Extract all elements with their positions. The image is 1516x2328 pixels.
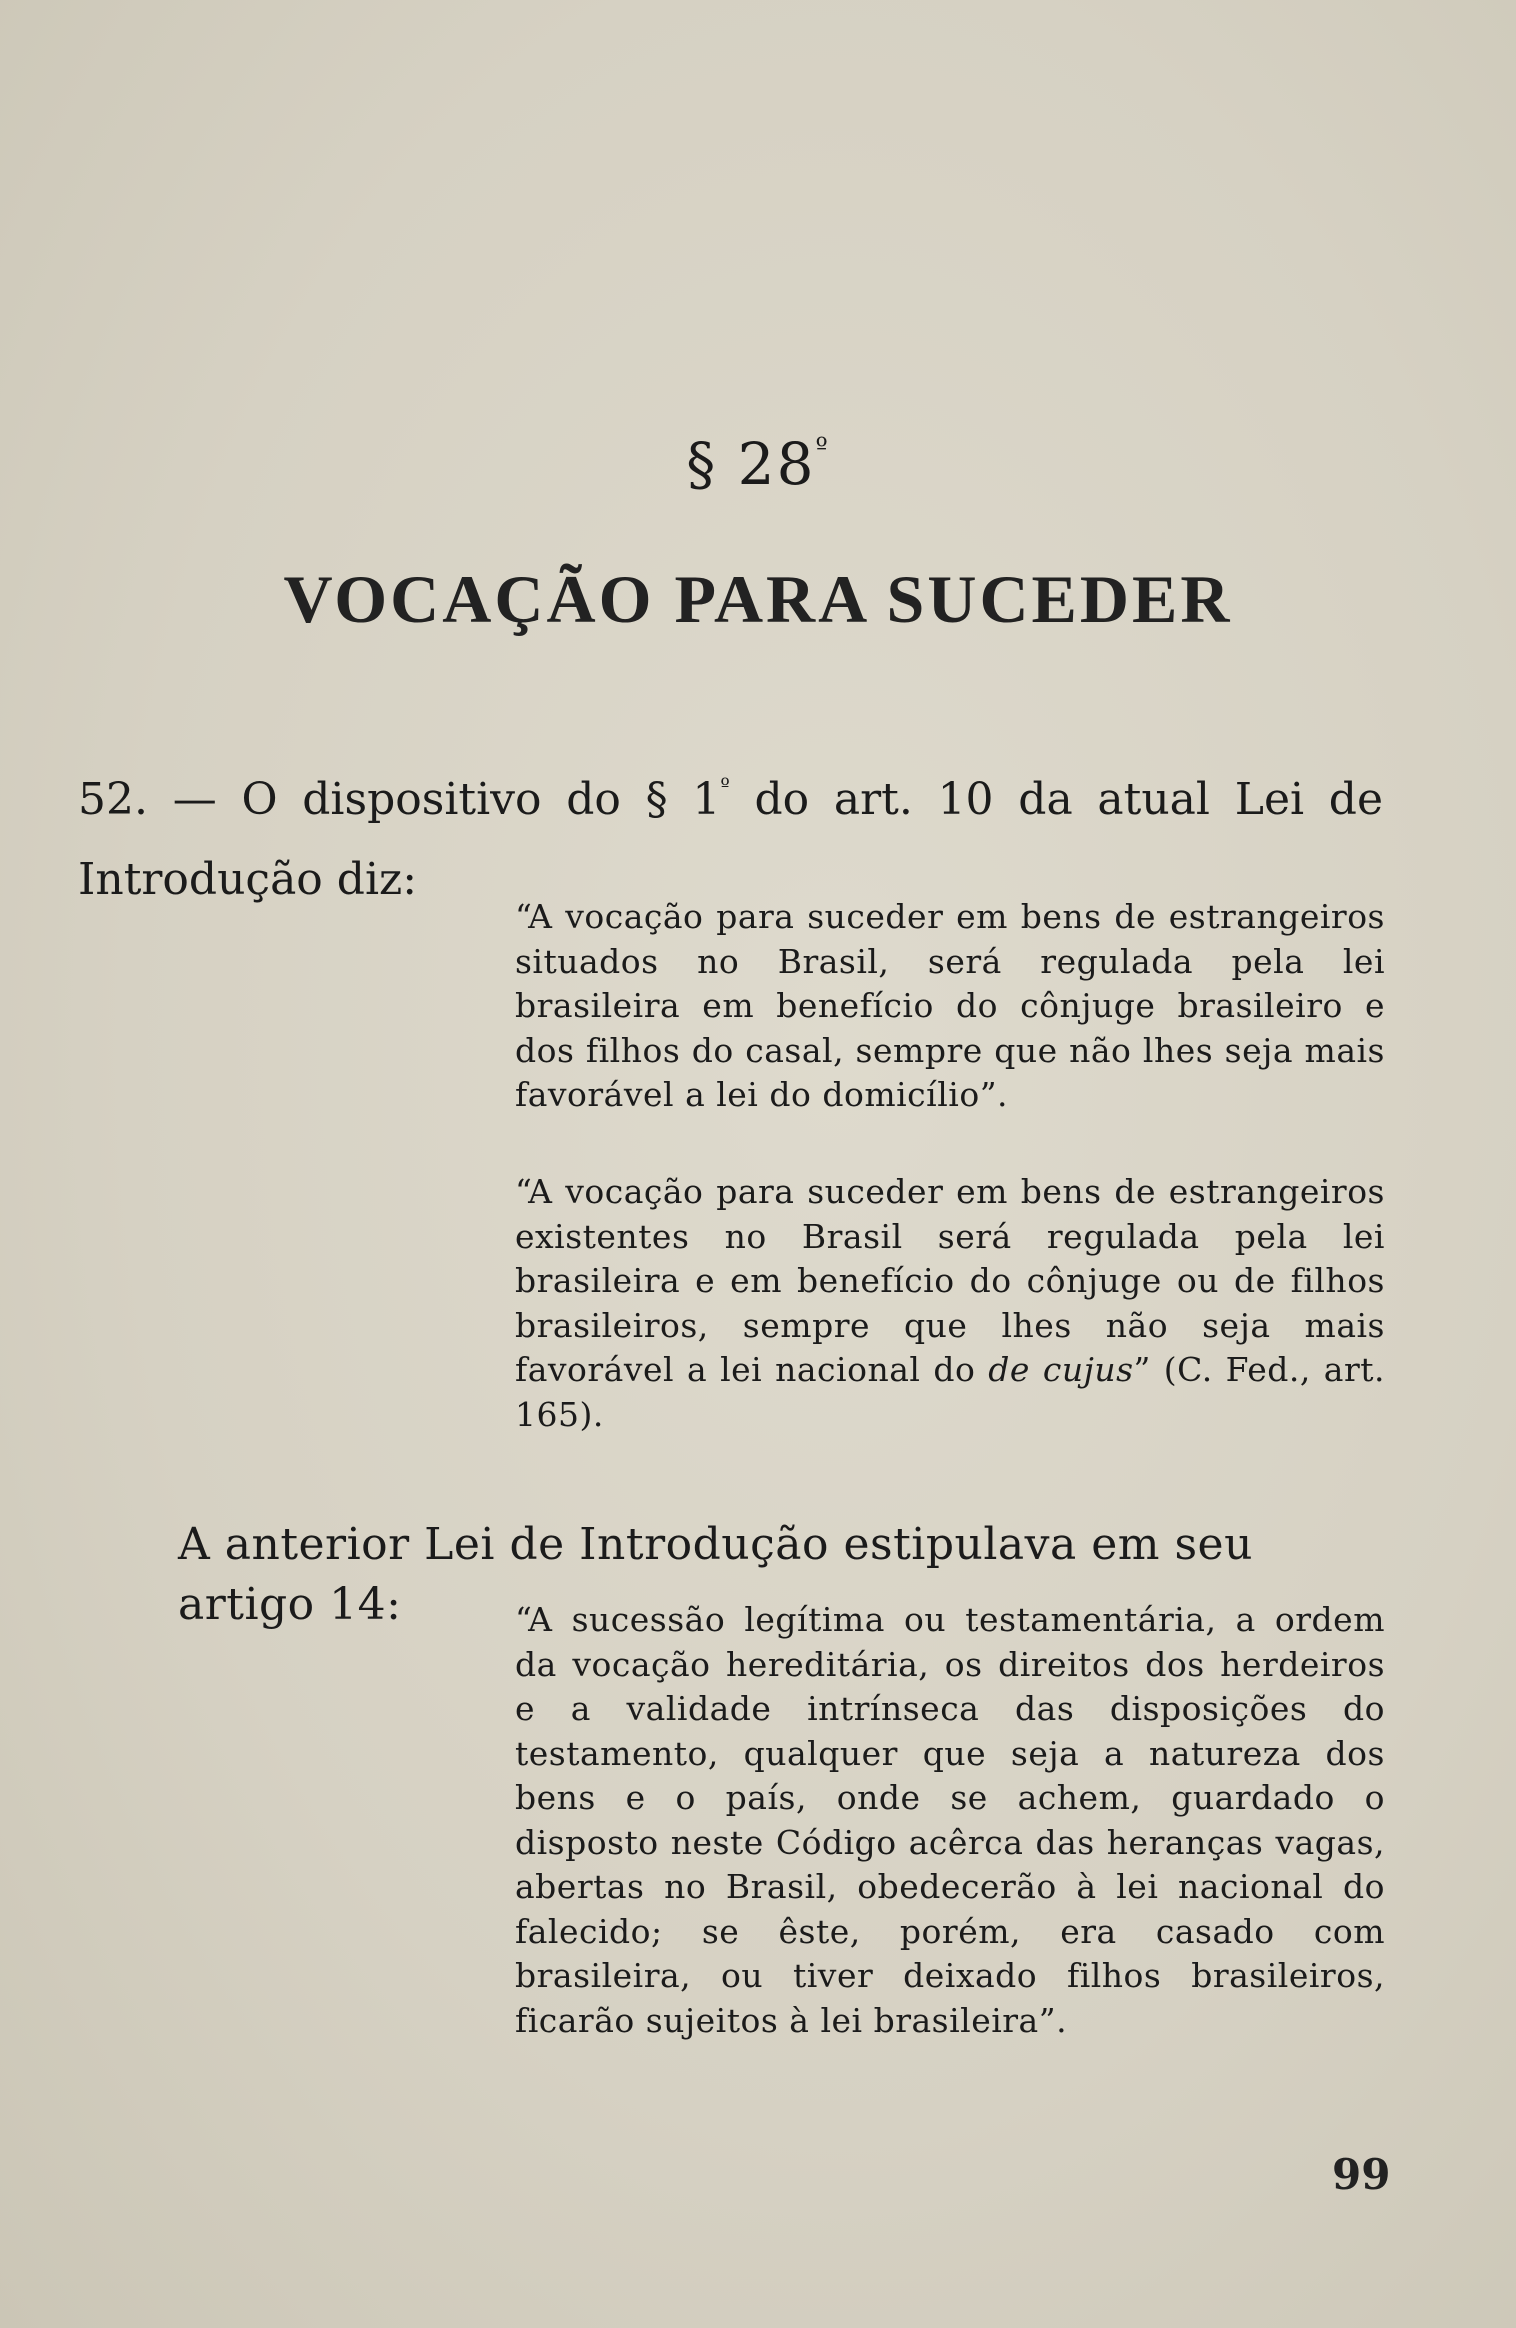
block-quote-current-law: “A vocação para suceder em bens de estrangeiros situados no Brasil, será regulada pela lei brasileira em benefício do cônjuge brasileiro e dos filhos do casal, sempre que não lhes seja mais favorável a lei do domicílio”. <box>515 897 1385 1114</box>
block-quote-article-14: “A sucessão legítima ou testamentária, a ordem da vocação hereditária, os direitos dos herdeiros e a validade intrínseca das disposições do testamento, qualquer que seja a natureza dos bens e o país, onde se achem, guardado o disposto neste Código acêrca das heranças vagas, abertas no Brasil, obedecerão à lei nacional do falecido; se êste, porém, era casado com brasileira, ou tiver deixado filhos brasileiros, ficarão sujeitos à lei brasileira”. <box>515 1600 1385 2040</box>
paragraph-anterior-law: A anterior Lei de Introdução estipulava em seu artigo 14: <box>178 1519 1253 1630</box>
paragraph-52: 52. — O dispositivo do § $1^º$ do art. 10 da atual Lei de Introdução diz: <box>78 773 1383 905</box>
chapter-title: VOCAÇÃO PARA SUCEDER <box>283 561 1233 637</box>
block-quote-constitution: “A vocação para suceder em bens de estrangeiros existentes no Brasil será regulada pela lei brasileira e em benefício do cônjuge ou de filhos brasileiros, sempre que lhes não seja mais favorável a lei nacional do de cujus” (C. Fed., art. 165). <box>515 1172 1385 1434</box>
section-number: § $28^º$ <box>686 430 830 498</box>
page-number: 99 <box>1332 2150 1391 2199</box>
